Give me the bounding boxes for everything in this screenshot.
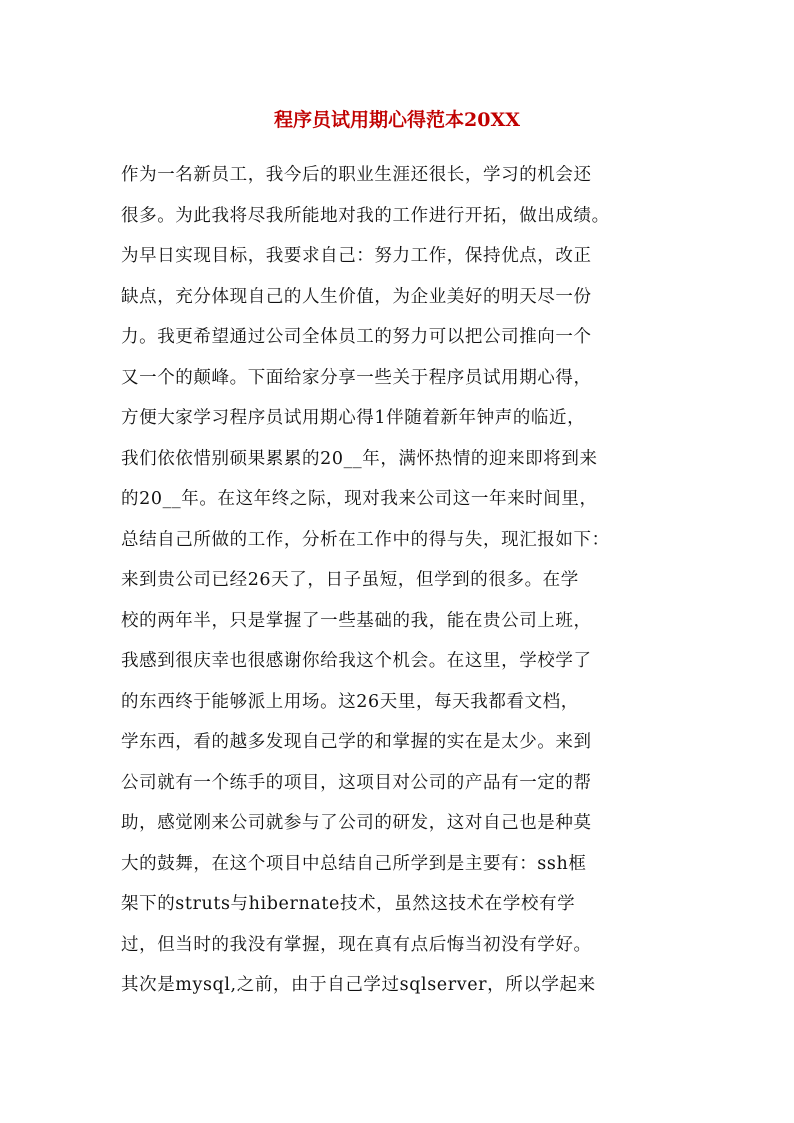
document-body — [121, 160, 681, 1011]
body-line: 学东西，看的越多发现自己学的和掌握的实在是太少。来到 — [121, 732, 592, 752]
body-line: 总结自己所做的工作，分析在工作中的得与失，现汇报如下： — [121, 529, 610, 550]
body-line: 我感到很庆幸也很感谢你给我这个机会。在这里，学校学了 — [121, 651, 592, 671]
body-line: 很多。为此我将尽我所能地对我的工作进行开拓，做出成绩。 — [121, 205, 610, 226]
body-line: 过，但当时的我没有掌握，现在真有点后悔当初没有学好。 — [121, 934, 592, 955]
body-line: 作为一名新员工，我今后的职业生涯还很长，学习的机会还 — [121, 165, 592, 185]
body-line: 缺点，充分体现自己的人生价值，为企业美好的明天尽一份 — [121, 286, 592, 307]
body-line: 公司就有一个练手的项目，这项目对公司的产品有一定的帮 — [121, 772, 592, 793]
body-line: 力。我更希望通过公司全体员工的努力可以把公司推向一个 — [121, 327, 592, 347]
body-line: 我们依依惜别硕果累累的20__年，满怀热情的迎来即将到来 — [121, 448, 598, 469]
body-line: 的20__年。在这年终之际，现对我来公司这一年来时间里， — [121, 489, 598, 509]
body-line: 又一个的颠峰。下面给家分享一些关于程序员试用期心得， — [121, 367, 592, 388]
body-line: 大的鼓舞，在这个项目中总结自己所学到是主要有：ssh框 — [121, 853, 587, 874]
body-line: 其次是mysql,之前，由于自己学过sqlserver，所以学起来 — [121, 975, 596, 995]
body-line: 的东西终于能够派上用场。这26天里，每天我都看文档， — [121, 691, 579, 712]
body-line: 方便大家学习程序员试用期心得1伴随着新年钟声的临近， — [121, 408, 586, 428]
body-line: 为早日实现目标，我要求自己：努力工作，保持优点，改正 — [121, 246, 592, 266]
body-line: 架下的struts与hibernate技术，虽然这技术在学校有学 — [121, 894, 576, 914]
document-title: 程序员试用期心得范本20XX — [274, 109, 520, 131]
body-line: 来到贵公司已经26天了，日子虽短，但学到的很多。在学 — [121, 570, 579, 590]
body-line: 校的两年半，只是掌握了一些基础的我，能在贵公司上班， — [121, 610, 592, 631]
body-line: 助，感觉刚来公司就参与了公司的研发，这对自己也是种莫 — [121, 813, 592, 833]
